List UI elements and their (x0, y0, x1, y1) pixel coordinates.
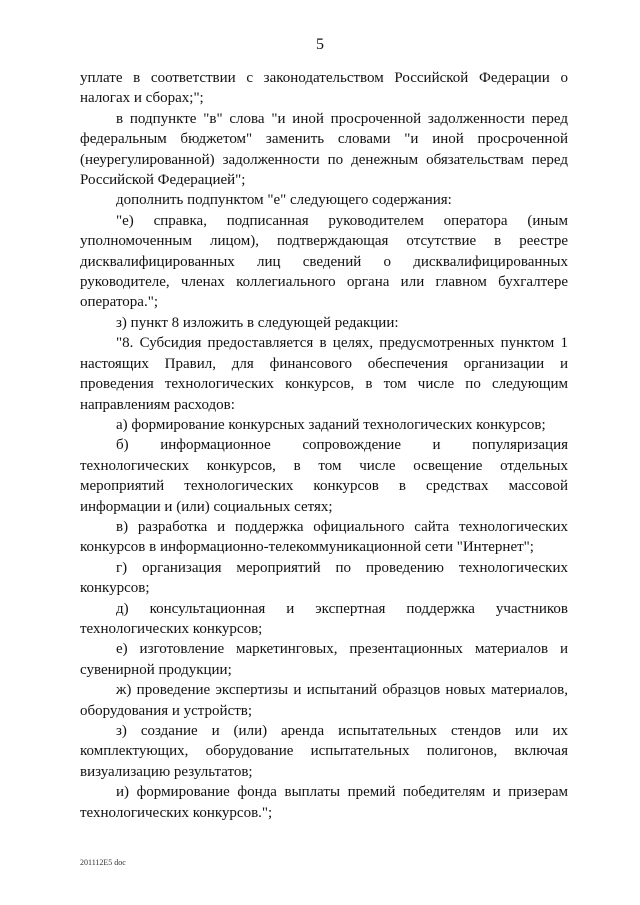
paragraph: в подпункте "в" слова "и иной просроченной задолженности перед федеральным бюджетом" заменить словами "и иной просроченной (неурегулированной) задолженности по денежным обязательствам перед Российской Федерацией"; (80, 110, 568, 189)
paragraph: б) информационное сопровождение и популяризация технологических конкурсов, в том числе освещение отдельных мероприятий технологических конкурсов в средствах массовой информации и (или) социальных сетях; (80, 437, 568, 515)
paragraph: "е) справка, подписанная руководителем оператора (иным уполномоченным лицом), подтверждающая отсутствие в реестре дисквалифицированных лиц сведений о дисквалифицированных руководителе, членах коллегиального органа или главном бухгалтере оператора."; (80, 212, 568, 311)
page-number: 5 (316, 36, 324, 53)
paragraph: и) формирование фонда выплаты премий победителям и призерам технологических конкурсов."; (80, 784, 568, 821)
paragraph: ж) проведение экспертизы и испытаний образцов новых материалов, оборудования и устройств; (80, 682, 568, 719)
paragraph: дополнить подпунктом "е" следующего содержания: (116, 192, 452, 209)
document-body (80, 68, 568, 823)
document-footer: 201112E5 doc (80, 858, 126, 867)
paragraph: "8. Субсидия предоставляется в целях, предусмотренных пунктом 1 настоящих Правил, для финансового обеспечения организации и проведения технологических конкурсов, в том числе по следующим направлениям расходов: (80, 335, 568, 413)
paragraph: в) разработка и поддержка официального сайта технологических конкурсов в информационно-телекоммуникационной сети "Интернет"; (80, 518, 568, 556)
paragraph: д) консультационная и экспертная поддержка участников технологических конкурсов; (80, 600, 568, 637)
paragraph: а) формирование конкурсных заданий технологических конкурсов; (116, 416, 546, 433)
paragraph: з) пункт 8 изложить в следующей редакции: (116, 314, 399, 331)
paragraph: е) изготовление маркетинговых, презентационных материалов и сувенирной продукции; (80, 641, 568, 678)
paragraph: з) создание и (или) аренда испытательных стендов или их комплектующих, оборудование испытательных полигонов, включая визуализацию результатов; (80, 723, 568, 780)
paragraph: уплате в соответствии с законодательством Российской Федерации о налогах и сборах;"; (80, 70, 568, 107)
paragraph: г) организация мероприятий по проведению технологических конкурсов; (80, 559, 568, 597)
